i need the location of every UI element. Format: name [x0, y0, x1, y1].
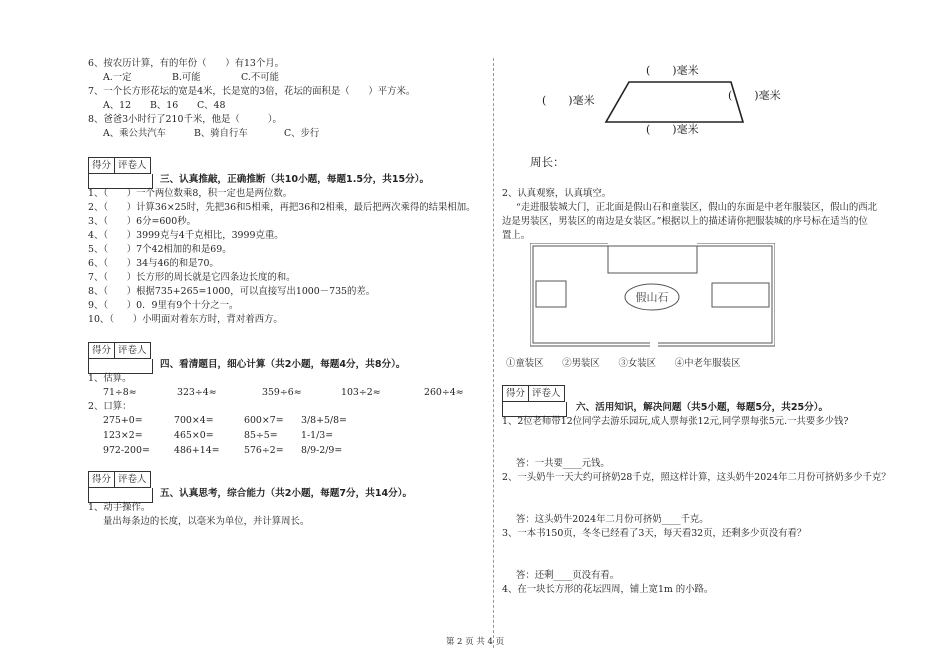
zone-left	[536, 281, 566, 307]
q7-text: 7、一个长方形花坛的宽是4米，长是宽的3倍，花坛的面积是（ ）平方米。	[88, 86, 416, 97]
oral-r3-c3: 576÷2=	[244, 445, 284, 456]
grader-label: 评卷人	[532, 388, 561, 399]
oral-r2-c3: 85÷5=	[244, 430, 278, 441]
sec6-title: 六、活用知识，解决问题（共5小题，每题5分，共25分）。	[576, 402, 829, 413]
sec4-q2: 2、口算：	[88, 401, 132, 412]
oral-r2-c1: 123×2=	[103, 430, 143, 441]
score-box-sec3	[88, 157, 151, 174]
page-footer: 第 2 页 共 4 页	[445, 637, 505, 647]
oral-r3-c4: 8/9-2/9=	[301, 445, 343, 456]
sec4-q1: 1、估算。	[88, 373, 132, 384]
zone-right	[712, 283, 769, 307]
score-box-sec6	[502, 385, 565, 402]
sec3-item-3: 3、（ ）6分=600秒。	[88, 216, 196, 227]
oral-r1-c1: 275+0=	[103, 415, 143, 426]
estimate-1: 71÷8≈	[103, 387, 137, 398]
oral-r3-c1: 972-200=	[103, 445, 150, 456]
sec3-item-10: 10、（ ）小明面对着东方时，背对着西方。	[88, 314, 283, 325]
trapezoid-shape	[606, 82, 743, 122]
trap-left-label: ( )毫米	[542, 94, 595, 107]
estimate-2: 323÷4≈	[177, 387, 217, 398]
score-label: 得分	[89, 158, 115, 173]
q2-para-1: “走进服装城大门，正北面是假山石和童装区，假山的东面是中老年服装区，假山的西北	[516, 202, 878, 213]
score-label: 得分	[89, 472, 115, 487]
sec6-a2: 答：这头奶牛2024年二月份可挤奶____千克。	[516, 514, 709, 525]
sec3-item-5: 5、（ ）7个42相加的和是69。	[88, 244, 232, 255]
q7-option-a: A、12	[103, 100, 132, 111]
grader-label: 评卷人	[118, 160, 147, 171]
oral-r1-c2: 700×4=	[174, 415, 214, 426]
rock-label: 假山石	[635, 291, 669, 304]
column-divider	[493, 58, 495, 648]
score-label: 得分	[503, 386, 529, 401]
trap-right-label: ( )毫米	[728, 89, 781, 102]
sec4-title: 四、看清题目，细心计算（共2小题，每题4分，共8分）。	[160, 359, 406, 370]
score-box-sec6-blank	[502, 402, 567, 417]
q2-para-3: 置上。	[502, 230, 531, 241]
grader-label: 评卷人	[118, 474, 147, 485]
q8-option-c: C、步行	[284, 128, 320, 139]
sec5-q1-desc: 量出每条边的长度，以毫米为单位，并计算周长。	[103, 516, 310, 527]
zone-legend: ①童装区 ②男装区 ③女装区 ④中老年服装区	[506, 358, 741, 369]
score-box-sec3-blank	[88, 174, 153, 189]
oral-r2-c2: 465×0=	[174, 430, 214, 441]
sec3-item-9: 9、（ ）0．9里有9个十分之一。	[88, 300, 239, 311]
oral-r2-c4: 1-1/3=	[301, 430, 334, 441]
q2-text: 2、认真观察，认真填空。	[502, 188, 612, 199]
score-label: 得分	[89, 343, 115, 358]
q7-option-b: B、16	[150, 100, 179, 111]
sec3-item-8: 8、（ ）根据735+265=1000，可以直接写出1000－735的差。	[88, 286, 376, 297]
oral-r1-c4: 3/8+5/8=	[301, 415, 347, 426]
q6-option-a: A.一定	[103, 72, 132, 83]
sec3-item-7: 7、（ ）长方形的周长就是它四条边长度的和。	[88, 272, 296, 283]
sec3-item-6: 6、（ ）34与46的和是70。	[88, 258, 219, 269]
sec3-title: 三、认真推敲，正确推断（共10小题，每题1.5分，共15分）。	[160, 174, 430, 185]
zone-top-center	[608, 246, 697, 273]
perimeter-label: 周长：	[530, 155, 565, 169]
sec6-a3: 答：还剩____页没有看。	[516, 570, 620, 581]
q8-text: 8、爸爸3小时行了210千米，他是（ ）。	[88, 114, 282, 125]
estimate-4: 103÷2≈	[341, 387, 381, 398]
q6-text: 6、按农历计算，有的年份（ ）有13个月。	[88, 58, 285, 69]
sec6-a1: 答：一共要____元钱。	[516, 458, 610, 469]
sec6-q4: 4、在一块长方形的花坛四周，铺上宽1m 的小路。	[502, 584, 714, 595]
trap-top-label: ( )毫米	[646, 64, 699, 77]
grader-label: 评卷人	[118, 345, 147, 356]
estimate-5: 260÷4≈	[424, 387, 464, 398]
sec6-q3: 3、一本书150页，冬冬已经看了3天，每天看32页，还剩多少页没有看？	[502, 528, 807, 539]
sec6-q2: 2、一头奶牛一天大约可挤奶28千克，照这样计算，这头奶牛2024年二月份可挤奶多少千克？	[502, 472, 891, 483]
sec5-title: 五、认真思考，综合能力（共2小题，每题7分，共14分）。	[160, 488, 413, 499]
q8-option-a: A、乘公共汽车	[103, 128, 167, 139]
q7-option-c: C、48	[197, 100, 226, 111]
oral-r1-c3: 600×7=	[244, 415, 284, 426]
mall-map	[530, 243, 775, 348]
q6-option-c: C.不可能	[241, 72, 279, 83]
score-box-sec4	[88, 342, 151, 359]
sec3-item-1: 1、（ ）一个两位数乘8，积一定也是两位数。	[88, 188, 293, 199]
score-box-sec5-blank	[88, 488, 153, 503]
estimate-3: 359÷6≈	[262, 387, 302, 398]
score-box-sec5	[88, 471, 151, 488]
sec5-q1: 1、动手操作。	[88, 502, 151, 513]
sec3-item-2: 2、（ ）计算36×25时，先把36和5相乘，再把36和2相乘，最后把两次乘得的结果相加。	[88, 202, 476, 213]
q2-para-2: 边是男装区，男装区的南边是女装区。”根据以上的描述请你把服装城的序号标在适当的位	[502, 216, 868, 227]
sec3-item-4: 4、（ ）3999克与4千克相比，3999克重。	[88, 230, 284, 241]
oral-r3-c2: 486+14=	[174, 445, 220, 456]
q8-option-b: B、骑自行车	[194, 128, 248, 139]
sec6-q1: 1、2位老师带12位同学去游乐园玩,成人票每张12元,同学票每张5元.一共要多少钱?	[502, 416, 849, 427]
trap-bottom-label: ( )毫米	[646, 123, 699, 136]
score-box-sec4-blank	[88, 359, 153, 374]
q6-option-b: B.可能	[172, 72, 201, 83]
